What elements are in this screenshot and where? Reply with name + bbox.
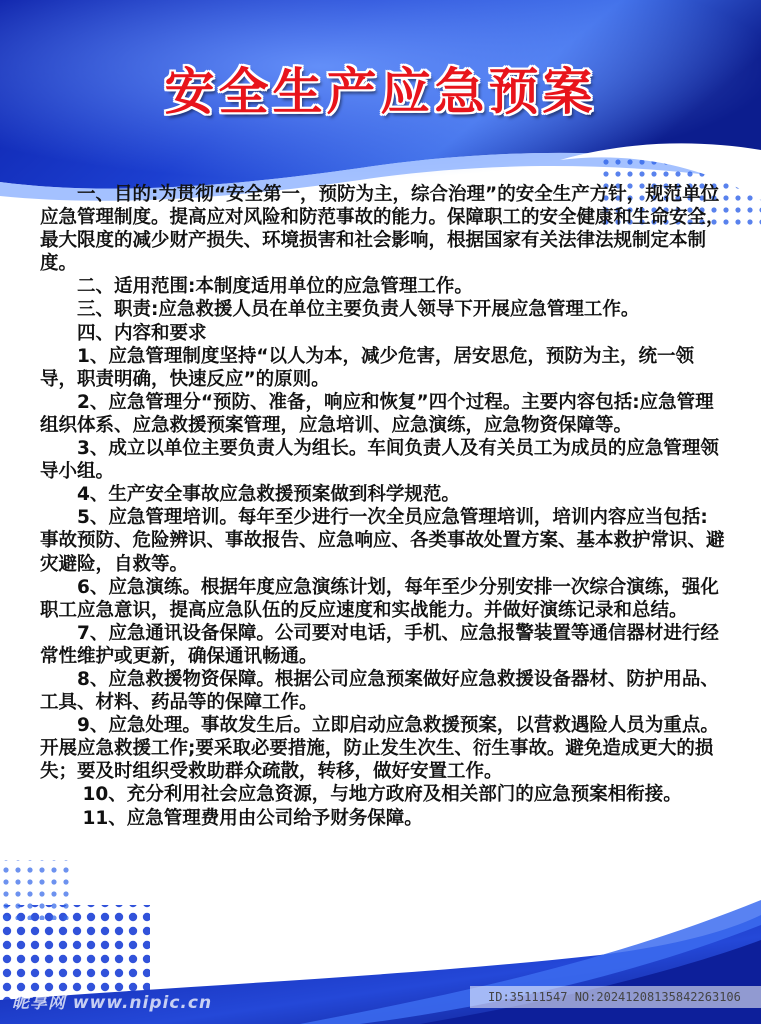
paragraph-item-2: 2、应急管理分“预防、准备，响应和恢复”四个过程。主要内容包括:应急管理组织体系、应急救援预案管理，应急培训、应急演练，应急物资保障等。 — [40, 391, 714, 436]
paragraph-item-7: 7、应急通讯设备保障。公司要对电话，手机、应急报警装置等通信器材进行经常性维护或更新，确保通讯畅通。 — [40, 622, 719, 667]
paragraph-item-10: 10、充分利用社会应急资源，与地方政府及相关部门的应急预案相衔接。 — [82, 784, 682, 806]
image-id-label: ID:35111547 NO:20241208135842263106 — [470, 986, 761, 1008]
poster-title: 安全生产应急预案 — [164, 62, 597, 121]
paragraph-item-9: 9、应急处理。事故发生后。立即启动应急救援预案，以营救遇险人员为重点。开展应急救援工作;要采取必要措施，防止发生次生、衍生事故。避免造成更大的损失；要及时组织受救助群众疏散，转移，做好安置工作。 — [40, 715, 719, 783]
paragraph-item-8: 8、应急救援物资保障。根据公司应急预案做好应急救援设备器材、防护用品、工具、材料、药品等的保障工作。 — [40, 668, 719, 714]
paragraph-purpose: 一、目的:为贯彻“安全第一，预防为主，综合治理”的安全生产方针，规范单位应急管理制度。提高应对风险和防范事故的能力。保障职工的安全健康和生命安全，最大限度的减少财产损失、环境损害和社会影响，根据国家有关法律法规制定本制度。 — [40, 184, 725, 275]
paragraph-scope: 二、适用范围:本制度适用单位的应急管理工作。 — [77, 276, 473, 298]
paragraph-item-1: 1、应急管理制度坚持“以人为本，减少危害，居安思危，预防为主，统一领导，职责明确，快速反应”的原则。 — [40, 345, 695, 390]
paragraph-item-6: 6、应急演练。根据年度应急演练计划，每年至少分别安排一次综合演练，强化职工应急意识，提高应急队伍的反应速度和实战能力。并做好演练记录和总结。 — [40, 576, 719, 621]
paragraph-item-4: 4、生产安全事故应急救援预案做到科学规范。 — [77, 484, 460, 506]
paragraph-item-11: 11、应急管理费用由公司给予财务保障。 — [82, 807, 423, 829]
paragraph-item-3: 3、成立以单位主要负责人为组长。车间负责人及有关员工为成员的应急管理领导小组。 — [40, 438, 719, 483]
paragraph-item-5: 5、应急管理培训。每年至少进行一次全员应急管理培训，培训内容应当包括:事故预防、危险辨识、事故报告、应急响应、各类事故处置方案、基本救护常识、避灾避险，自救等。 — [40, 507, 725, 575]
paragraph-requirements-heading: 四、内容和要求 — [77, 322, 207, 344]
site-watermark: 昵享网 www.nipic.cn — [12, 993, 213, 1013]
regulation-body — [40, 183, 726, 830]
paragraph-duty: 三、职责:应急救援人员在单位主要负责人领导下开展应急管理工作。 — [77, 299, 640, 321]
